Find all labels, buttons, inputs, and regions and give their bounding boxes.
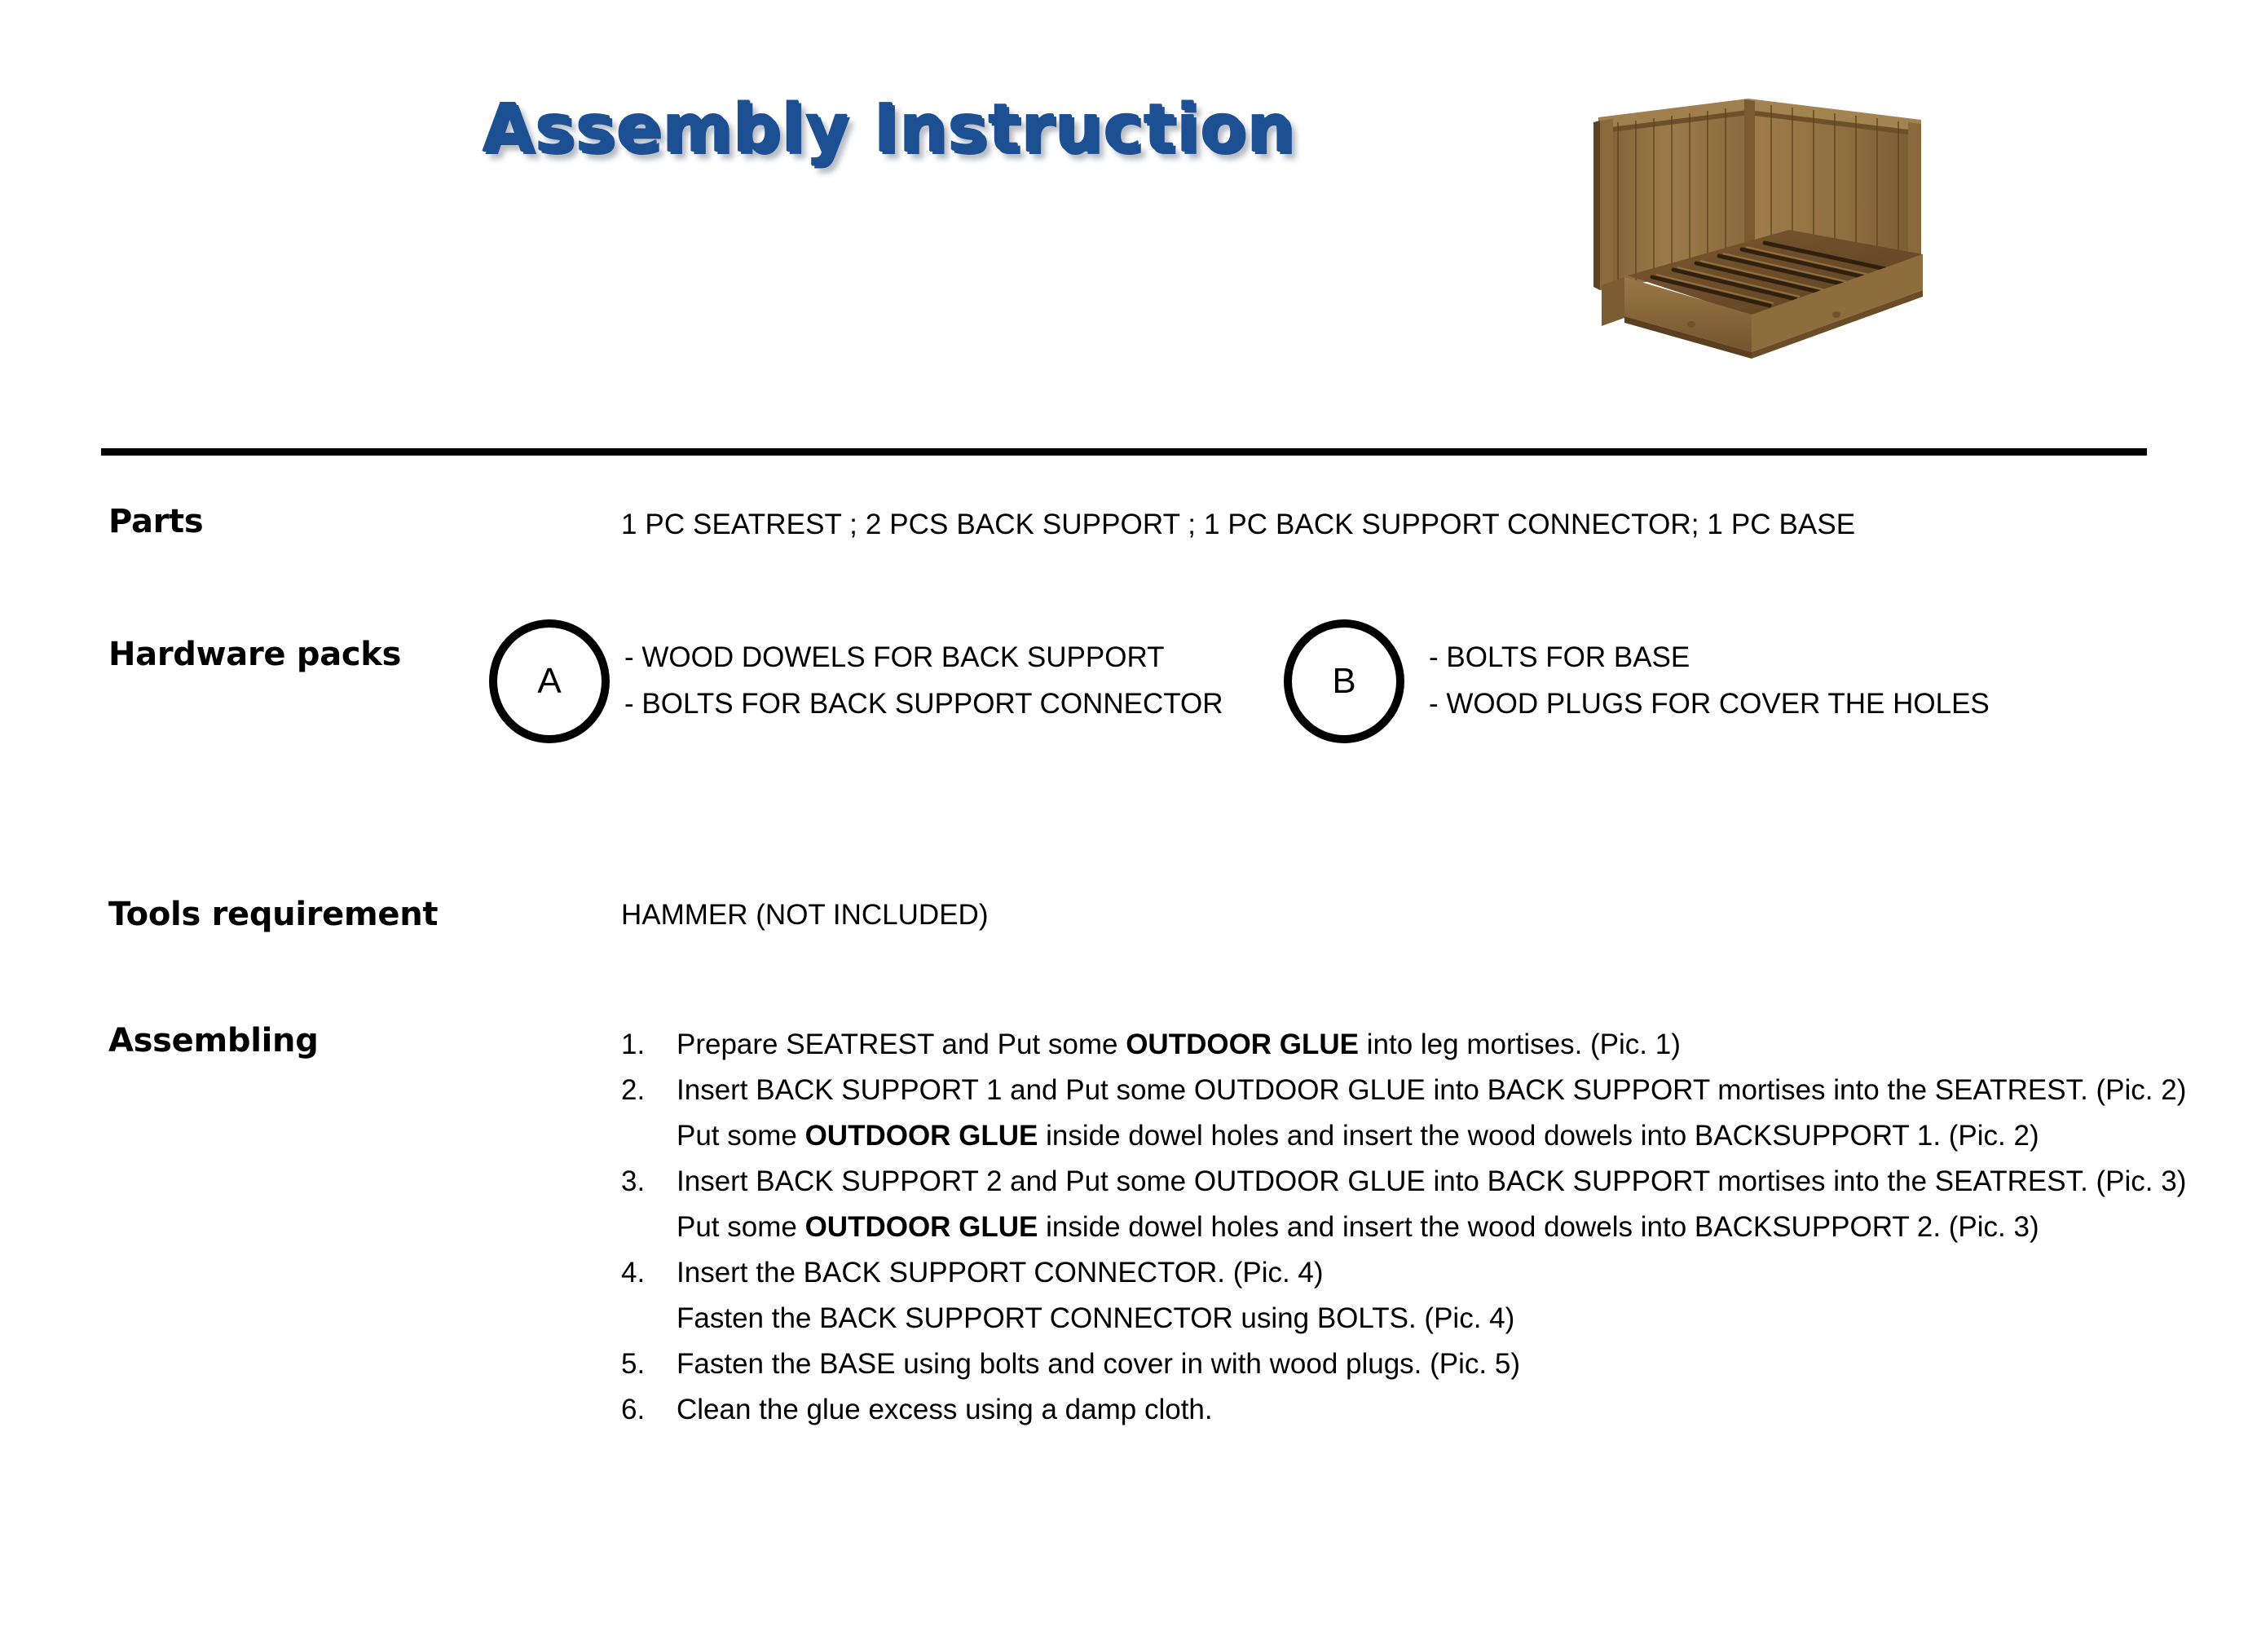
- step-text-run: inside dowel holes and insert the wood dowels into BACKSUPPORT 1. (Pic. 2): [1038, 1120, 2039, 1152]
- assembly-step-text: [677, 1022, 2145, 1068]
- assembly-step-text: [677, 1159, 2186, 1250]
- parts-section-label: Parts: [108, 503, 204, 540]
- document-header: [0, 0, 2248, 453]
- pack-b-badge: B: [1284, 619, 1404, 743]
- hardware-packs-section-label: Hardware packs: [108, 636, 402, 673]
- assembly-step-text: [677, 1068, 2186, 1159]
- pack-a-badge: A: [489, 619, 610, 743]
- step-text-run: Insert BACK SUPPORT 2 and Put some OUTDOOR GLUE into BACK SUPPORT mortises into the SEATREST. (Pic. 3): [677, 1165, 2187, 1197]
- assembly-step: [621, 1022, 2145, 1068]
- assembly-step-number: 6.: [621, 1394, 646, 1425]
- assembling-section-label: Assembling: [108, 1022, 319, 1059]
- parts-list-value: 1 PC SEATREST ; 2 PCS BACK SUPPORT ; 1 PC BACK SUPPORT CONNECTOR; 1 PC BASE: [621, 509, 1856, 540]
- assembly-step: [621, 1159, 2187, 1250]
- step-text-run: Insert the BACK SUPPORT CONNECTOR. (Pic. 4): [677, 1257, 1324, 1289]
- assembly-step-number: 2.: [621, 1074, 646, 1106]
- assembly-step-line: [677, 1250, 2145, 1296]
- assembly-step: [621, 1250, 2145, 1341]
- step-text-run: Put some: [677, 1120, 805, 1152]
- assembly-step-line: [677, 1341, 2145, 1387]
- assembly-step: [621, 1068, 2187, 1159]
- assembly-step: [621, 1341, 2145, 1387]
- assembly-step-line: [677, 1387, 2145, 1433]
- assembly-step-text: [677, 1341, 2145, 1387]
- assembly-steps-list: [621, 1022, 2187, 1433]
- assembly-step-text: [677, 1387, 2145, 1433]
- product-photo: [1577, 72, 1944, 398]
- step-text-run: Prepare SEATREST and Put some: [677, 1029, 1126, 1060]
- hardware-pack-a: [489, 619, 1223, 743]
- pack-b-line-1: - BOLTS FOR BASE: [1429, 641, 1690, 674]
- emphasis-text: OUTDOOR GLUE: [1126, 1029, 1360, 1060]
- assembly-step-line: [677, 1113, 2186, 1159]
- assembly-step-line: [677, 1296, 2145, 1341]
- pack-a-line-1: - WOOD DOWELS FOR BACK SUPPORT: [624, 641, 1165, 674]
- assembly-step-line: [677, 1068, 2186, 1113]
- step-text-run: Fasten the BACK SUPPORT CONNECTOR using BOLTS. (Pic. 4): [677, 1302, 1515, 1334]
- hardware-pack-b: [1284, 619, 1990, 743]
- assembly-step-number: 5.: [621, 1348, 646, 1380]
- step-text-run: Put some: [677, 1211, 805, 1243]
- pack-a-line-2: - BOLTS FOR BACK SUPPORT CONNECTOR: [624, 688, 1223, 720]
- page-title: Assembly Instruction: [483, 90, 1296, 168]
- emphasis-text: OUTDOOR GLUE: [804, 1120, 1038, 1152]
- step-text-run: Fasten the BASE using bolts and cover in with wood plugs. (Pic. 5): [677, 1348, 1520, 1380]
- pack-b-contents: [1429, 619, 1990, 743]
- assembly-step-number: 1.: [621, 1029, 646, 1060]
- assembly-step-line: [677, 1205, 2186, 1250]
- assembly-step: [621, 1387, 2145, 1433]
- assembly-step-number: 3.: [621, 1165, 646, 1197]
- tools-section-label: Tools requirement: [108, 896, 439, 933]
- pack-b-line-2: - WOOD PLUGS FOR COVER THE HOLES: [1429, 688, 1990, 720]
- assembly-step-number: 4.: [621, 1257, 646, 1289]
- header-divider: [101, 448, 2147, 456]
- step-text-run: inside dowel holes and insert the wood dowels into BACKSUPPORT 2. (Pic. 3): [1038, 1211, 2039, 1243]
- assembly-step-line: [677, 1022, 2145, 1068]
- assembly-step-line: [677, 1159, 2186, 1205]
- assembly-step-text: [677, 1250, 2145, 1341]
- step-text-run: into leg mortises. (Pic. 1): [1359, 1029, 1681, 1060]
- step-text-run: Clean the glue excess using a damp cloth.: [677, 1394, 1213, 1425]
- tools-requirement-value: HAMMER (NOT INCLUDED): [621, 899, 989, 931]
- pack-a-contents: [624, 619, 1223, 743]
- step-text-run: Insert BACK SUPPORT 1 and Put some OUTDOOR GLUE into BACK SUPPORT mortises into the SEATREST. (Pic. 2): [677, 1074, 2187, 1106]
- emphasis-text: OUTDOOR GLUE: [804, 1211, 1038, 1243]
